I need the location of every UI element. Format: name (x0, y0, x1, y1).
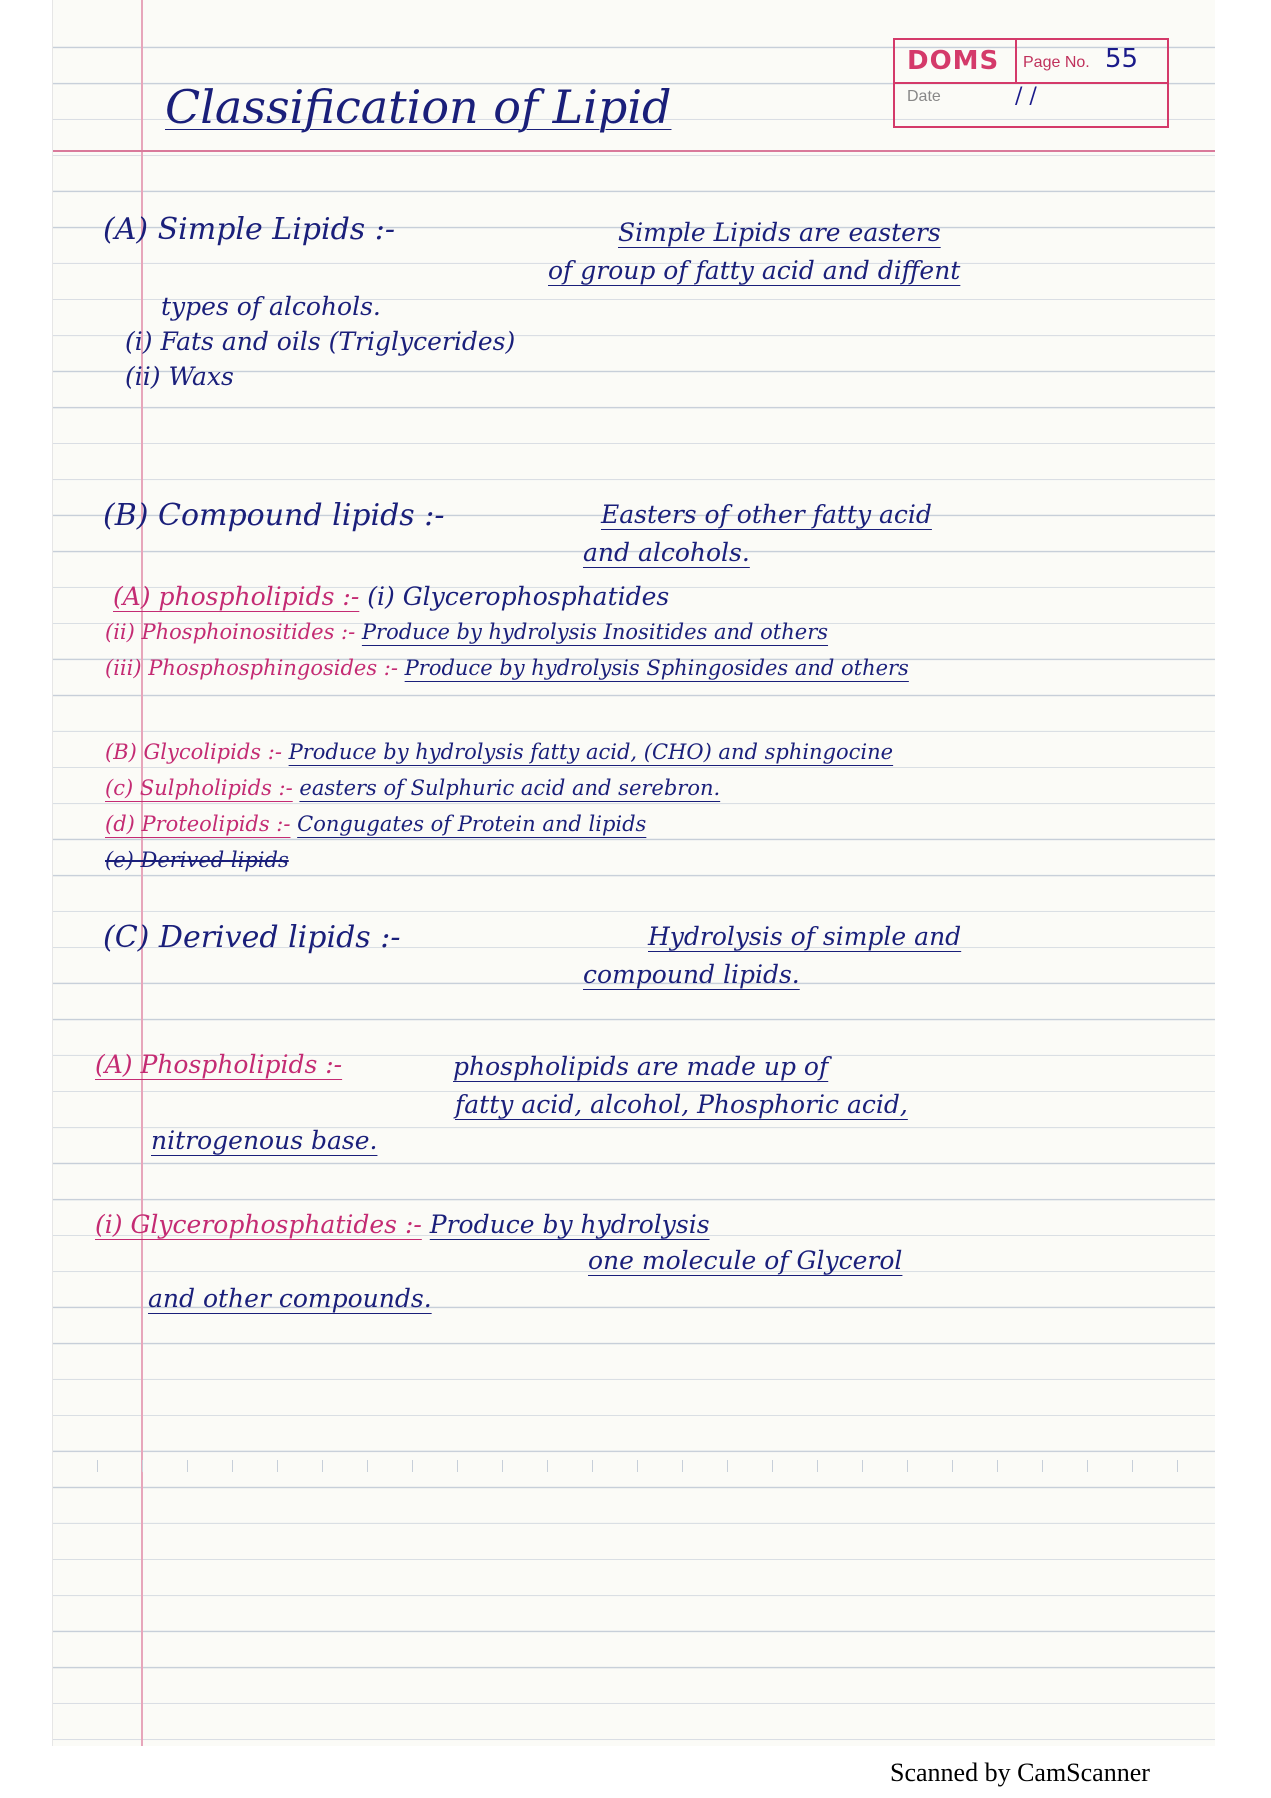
phospholipids-label: (A) phospholipids :- (113, 582, 360, 611)
phosphosphingosides-text: Produce by hydrolysis Sphingosides and others (404, 656, 909, 680)
date-label: Date (907, 88, 941, 105)
phospholipids-def-3: nitrogenous base. (151, 1126, 378, 1155)
header-rule (53, 150, 1215, 152)
glycolipids-text: Produce by hydrolysis fatty acid, (CHO) and sphingocine (288, 740, 894, 764)
compound-def-1: Easters of other fatty acid (601, 500, 932, 529)
simple-lipids-heading: (A) Simple Lipids :- (103, 212, 395, 247)
compound-def-2: and alcohols. (583, 538, 750, 567)
bottom-ticks (53, 1460, 1215, 1472)
phosphoinositides-text: Produce by hydrolysis Inositides and others (361, 620, 829, 644)
page-title: Classification of Lipid (165, 80, 672, 134)
sulpholipids-text: easters of Sulphuric acid and serebron. (299, 776, 721, 800)
margin-line (141, 0, 143, 1746)
glycolipids-label: (B) Glycolipids :- (105, 740, 282, 764)
simple-def-3: types of alcohols. (161, 292, 381, 321)
date-value: / / (1015, 84, 1037, 109)
page-no-value: 55 (1105, 44, 1139, 74)
compound-lipids-heading: (B) Compound lipids :- (103, 498, 445, 533)
simple-item-1: (i) Fats and oils (Triglycerides) (125, 327, 516, 356)
simple-def-1: Simple Lipids are easters (618, 218, 941, 247)
phospholipids-heading: (A) Phospholipids :- (95, 1050, 343, 1079)
page-header-box (893, 38, 1169, 128)
notebook-page (52, 0, 1215, 1746)
phospholipids-def-1: phospholipids are made up of (453, 1052, 829, 1081)
derived-def-1: Hydrolysis of simple and (648, 922, 962, 951)
simple-item-2: (ii) Waxs (125, 362, 234, 391)
derived-lipids-struck: (e) Derived lipids (105, 848, 289, 872)
glycerophosphatides-heading: (i) Glycerophosphatides :- (95, 1210, 422, 1239)
glycerophosphatides-def-1: Produce by hydrolysis (429, 1210, 710, 1239)
brand-logo: DOMS (907, 46, 1000, 76)
phospholipids-text: (i) Glycerophosphatides (367, 582, 670, 611)
proteolipids-label: (d) Proteolipids :- (105, 812, 291, 836)
glycerophosphatides-def-3: and other compounds. (148, 1284, 432, 1313)
proteolipids-text: Congugates of Protein and lipids (297, 812, 647, 836)
glycerophosphatides-def-2: one molecule of Glycerol (588, 1246, 903, 1275)
simple-def-2: of group of fatty acid and diffent (548, 256, 961, 285)
scanner-watermark: Scanned by CamScanner (890, 1758, 1150, 1787)
phospholipids-def-2: fatty acid, alcohol, Phosphoric acid, (455, 1090, 908, 1119)
phosphoinositides-label: (ii) Phosphoinositides :- (105, 620, 356, 644)
sulpholipids-label: (c) Sulpholipids :- (105, 776, 293, 800)
derived-lipids-heading: (C) Derived lipids :- (103, 920, 401, 955)
phosphosphingosides-label: (iii) Phosphosphingosides :- (105, 656, 398, 680)
derived-def-2: compound lipids. (583, 960, 800, 989)
page-no-label: Page No. (1023, 54, 1090, 71)
